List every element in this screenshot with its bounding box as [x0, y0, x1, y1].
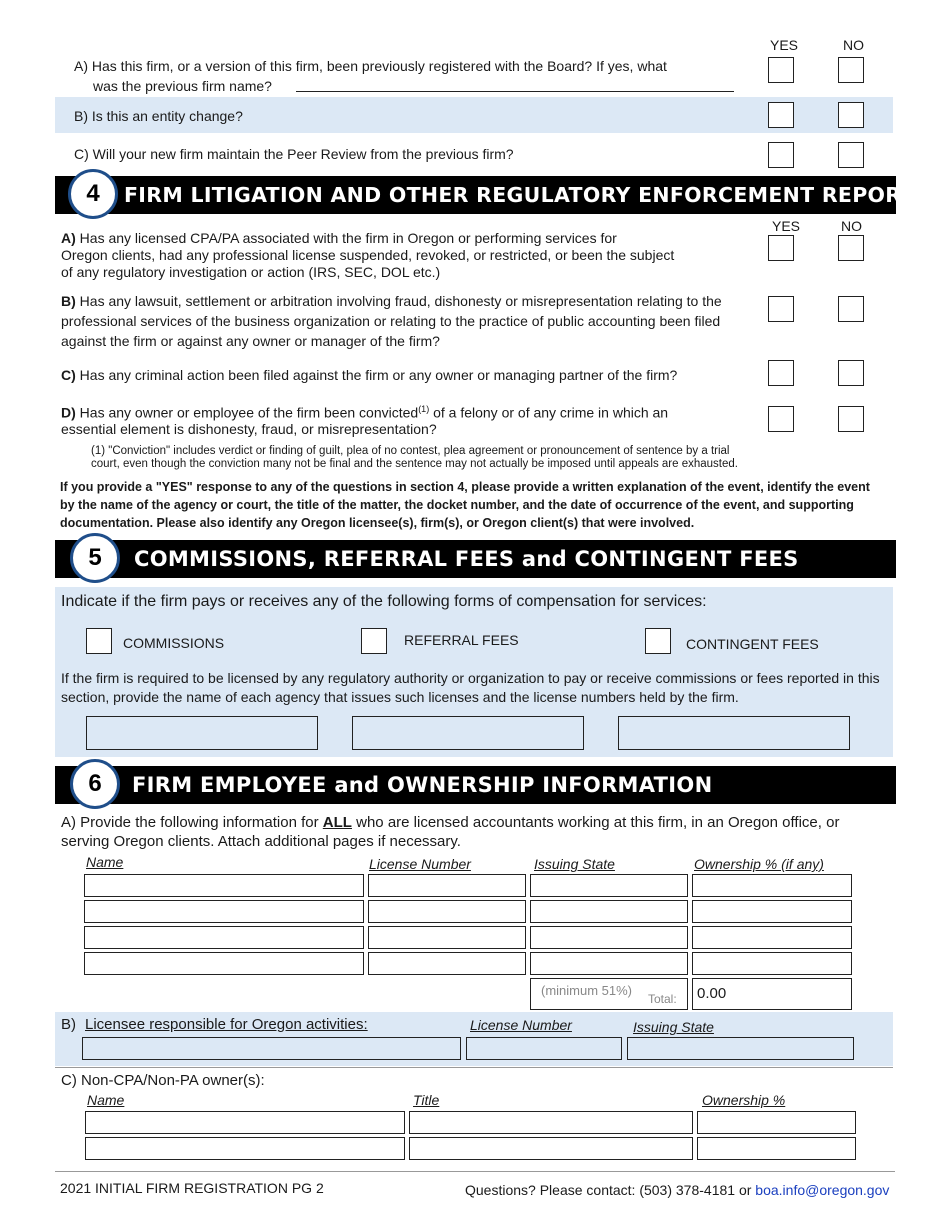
litigation-b-yes-checkbox[interactable] [768, 296, 794, 322]
question-c-no-checkbox[interactable] [838, 142, 864, 168]
commissions-label: COMMISSIONS [123, 635, 225, 651]
non-cpa-name-header: Name [87, 1092, 125, 1108]
non-cpa-title-header: Title [413, 1092, 440, 1108]
col-license-header: License Number [369, 856, 471, 872]
section-4-title: FIRM LITIGATION AND OTHER REGULATORY ENFORCEMENT REPORT [124, 183, 915, 207]
litigation-question-b [61, 292, 722, 310]
footnote-line1: (1) "Conviction" includes verdict or finding of guilt, plea of no contest, plea agreement or pronouncement of sentence by a trial [91, 445, 730, 457]
licensee-name-input-4[interactable] [84, 952, 364, 975]
section-4-yes-label: YES [772, 218, 801, 234]
litigation-question-d-prefix: D) [61, 404, 76, 421]
non-cpa-ownership-input-2[interactable] [697, 1137, 856, 1160]
section-4-number: 4 [68, 169, 118, 219]
licensee-ownership-input-2[interactable] [692, 900, 852, 923]
col-state-header: Issuing State [534, 856, 615, 872]
litigation-question-d-line2: essential element is dishonesty, fraud, or misrepresentation? [61, 421, 437, 437]
litigation-d-yes-checkbox[interactable] [768, 406, 794, 432]
licensee-name-input-3[interactable] [84, 926, 364, 949]
litigation-question-c-text: Has any criminal action been filed against the firm or any owner or managing partner of the firm? [75, 367, 678, 383]
licensing-paragraph-line1: If the firm is required to be licensed by any regulatory authority or organization to pay or receive commissions or fees reported in this [61, 670, 880, 686]
litigation-question-a-line3: of any regulatory investigation or action (IRS, SEC, DOL etc.) [61, 264, 441, 280]
footer-contact [465, 1181, 889, 1199]
litigation-question-c-prefix: C) [61, 367, 76, 383]
litigation-question-d-line1a: Has any owner or employee of the firm been convicted [75, 404, 419, 421]
ownership-question-a-line2: serving Oregon clients. Attach additional pages if necessary. [61, 833, 461, 850]
licensee-state-input-1[interactable] [530, 874, 688, 897]
referral-fees-checkbox[interactable] [361, 628, 387, 654]
agency-license-input-2[interactable] [352, 716, 584, 750]
section-6-number: 6 [70, 759, 120, 809]
litigation-b-no-checkbox[interactable] [838, 296, 864, 322]
ownership-question-a-line1 [61, 814, 839, 832]
litigation-question-a-line1: Has any licensed CPA/PA associated with the firm in Oregon or performing services for [75, 230, 617, 246]
section-6b-divider [55, 1067, 893, 1068]
col-name-header: Name [86, 854, 124, 870]
litigation-question-b-line3: against the firm or against any owner or manager of the firm? [61, 333, 440, 349]
question-a-line1: A) Has this firm, or a version of this firm, been previously registered with the Board? If yes, what [74, 58, 667, 74]
commissions-checkbox[interactable] [86, 628, 112, 654]
litigation-question-a [61, 229, 617, 247]
litigation-question-b-prefix: B) [61, 293, 76, 309]
yes-response-note-line3: documentation. Please also identify any Oregon licensee(s), firm(s), or Oregon client(s) that were involved. [60, 516, 695, 530]
yes-response-note-line1: If you provide a "YES" response to any of the questions in section 4, please provide a written explanation of the event, identify the event [60, 480, 870, 494]
litigation-question-d [61, 400, 668, 422]
litigation-question-b-line2: professional services of the business organization or relating to the practice of public accounting been filed [61, 313, 721, 329]
no-column-label: NO [843, 37, 864, 53]
non-cpa-owners-label: C) Non-CPA/Non-PA owner(s): [61, 1072, 265, 1089]
compensation-intro: Indicate if the firm pays or receives any of the following forms of compensation for services: [61, 593, 707, 610]
agency-license-input-3[interactable] [618, 716, 850, 750]
responsible-licensee-label: Licensee responsible for Oregon activities: [85, 1016, 368, 1033]
licensee-ownership-input-1[interactable] [692, 874, 852, 897]
agency-license-input-1[interactable] [86, 716, 318, 750]
licensee-name-input-2[interactable] [84, 900, 364, 923]
ownership-question-a-text1: A) Provide the following information for [61, 814, 323, 831]
section-5-title: COMMISSIONS, REFERRAL FEES and CONTINGENT FEES [134, 547, 799, 571]
question-b-text: B) Is this an entity change? [74, 108, 243, 124]
question-c-yes-checkbox[interactable] [768, 142, 794, 168]
contingent-fees-checkbox[interactable] [645, 628, 671, 654]
licensing-paragraph-line2: section, provide the name of each agency that issues such licenses and the license numbers held by the firm. [61, 689, 739, 705]
section-5-number: 5 [70, 533, 120, 583]
minimum-note: (minimum 51%) [541, 983, 633, 998]
footer-divider [55, 1171, 895, 1172]
question-a-line2: was the previous firm name? [93, 78, 272, 94]
col-ownership-header: Ownership % (if any) [694, 856, 824, 872]
footer-page-label: 2021 INITIAL FIRM REGISTRATION PG 2 [60, 1180, 324, 1196]
responsible-license-header: License Number [470, 1017, 572, 1033]
ownership-question-a-text2: who are licensed accountants working at this firm, in an Oregon office, or [351, 814, 840, 831]
litigation-question-d-line1b: of a felony or of any crime in which an [429, 404, 669, 421]
footnote-line2: court, even though the conviction many not be final and the sentence may not actually be imposed until appeals are exhausted. [91, 458, 738, 470]
footer-email-link[interactable]: boa.info@oregon.gov [755, 1182, 890, 1198]
responsible-state-input[interactable] [627, 1037, 854, 1060]
question-a-no-checkbox[interactable] [838, 57, 864, 83]
previous-firm-name-input[interactable] [296, 90, 734, 92]
section-6-title: FIRM EMPLOYEE and OWNERSHIP INFORMATION [132, 773, 713, 797]
licensee-license-input-2[interactable] [368, 900, 526, 923]
responsible-state-header: Issuing State [633, 1019, 714, 1035]
question-c-text: C) Will your new firm maintain the Peer Review from the previous firm? [74, 146, 514, 162]
non-cpa-title-input-1[interactable] [409, 1111, 693, 1134]
litigation-question-c [61, 366, 677, 384]
litigation-a-yes-checkbox[interactable] [768, 235, 794, 261]
responsible-licensee-prefix: B) [61, 1016, 76, 1033]
ownership-question-a-all: ALL [322, 814, 352, 831]
footer-contact-text: Questions? Please contact: (503) 378-4181 or [465, 1182, 756, 1198]
licensee-ownership-input-4[interactable] [692, 952, 852, 975]
licensee-license-input-1[interactable] [368, 874, 526, 897]
yes-column-label: YES [770, 37, 799, 53]
total-label: Total: [648, 992, 677, 1006]
litigation-c-yes-checkbox[interactable] [768, 360, 794, 386]
non-cpa-ownership-header: Ownership % [702, 1092, 786, 1108]
yes-response-note-line2: by the name of the agency or court, the title of the matter, the docket number, and the date of occurrence of the event, and supporting [60, 498, 854, 512]
referral-fees-label: REFERRAL FEES [404, 632, 519, 648]
licensee-license-input-3[interactable] [368, 926, 526, 949]
litigation-c-no-checkbox[interactable] [838, 360, 864, 386]
non-cpa-ownership-input-1[interactable] [697, 1111, 856, 1134]
licensee-state-input-3[interactable] [530, 926, 688, 949]
question-b-yes-checkbox[interactable] [768, 102, 794, 128]
licensee-license-input-4[interactable] [368, 952, 526, 975]
licensee-name-input-1[interactable] [84, 874, 364, 897]
responsible-license-input[interactable] [466, 1037, 622, 1060]
ownership-total-value: 0.00 [697, 985, 727, 1002]
litigation-d-no-checkbox[interactable] [838, 406, 864, 432]
litigation-question-a-line2: Oregon clients, had any professional license suspended, revoked, or restricted, or been the subject [61, 247, 675, 263]
question-b-no-checkbox[interactable] [838, 102, 864, 128]
question-a-yes-checkbox[interactable] [768, 57, 794, 83]
footnote-marker: (1) [418, 404, 430, 414]
litigation-question-a-prefix: A) [61, 230, 76, 246]
non-cpa-name-input-2[interactable] [85, 1137, 405, 1160]
contingent-fees-label: CONTINGENT FEES [686, 636, 819, 652]
licensee-state-input-2[interactable] [530, 900, 688, 923]
non-cpa-name-input-1[interactable] [85, 1111, 405, 1134]
licensee-state-input-4[interactable] [530, 952, 688, 975]
non-cpa-title-input-2[interactable] [409, 1137, 693, 1160]
litigation-question-b-line1: Has any lawsuit, settlement or arbitration involving fraud, dishonesty or misrepresentation relating to the [75, 293, 722, 309]
section-4-no-label: NO [841, 218, 862, 234]
responsible-name-input[interactable] [82, 1037, 461, 1060]
licensee-ownership-input-3[interactable] [692, 926, 852, 949]
litigation-a-no-checkbox[interactable] [838, 235, 864, 261]
